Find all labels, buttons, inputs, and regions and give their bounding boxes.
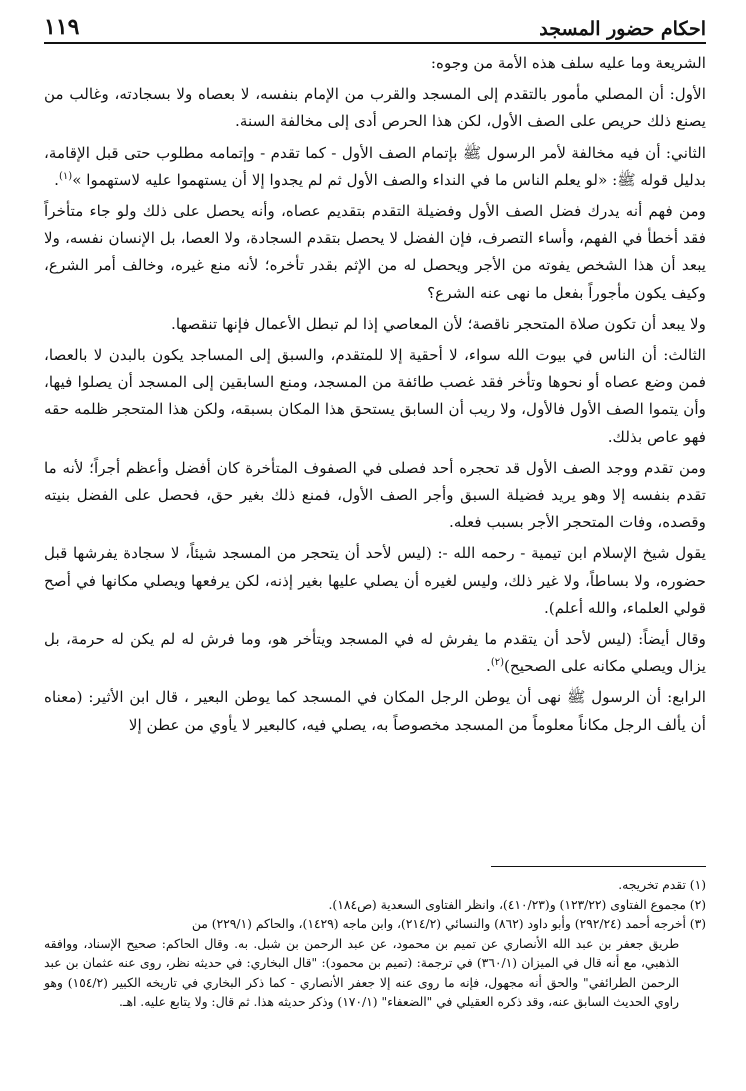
footnote-ref: (٢)	[490, 657, 504, 669]
page-number: ١١٩	[44, 14, 80, 40]
page-header	[44, 8, 706, 44]
paragraph: الشريعة وما عليه سلف هذه الأمة من وجوه:	[430, 54, 706, 72]
paragraph: يقول شيخ الإسلام ابن تيمية - رحمه الله -: (ليس لأحد أن يتحجر من المسجد شيئاً، لا سجادة يفرشها قبل حضوره، ولا بساطاً، ولا غير ذلك، وليس لغيره أن يصلي عليها بغير إذنه، لكن يرفعها ويصلي مكانها في أصح قولي العلماء، والله أعلم).	[44, 544, 706, 617]
paragraph: الأول: أن المصلي مأمور بالتقدم إلى المسجد والقرب من الإمام بنفسه، لا بعصاه ولا بسجادته، وغالب من يصنع ذلك حريص على الصف الأول، لكن هذا الحرص أدى إلى مخالفة السنة.	[44, 85, 706, 131]
footnote: (٣) أخرجه أحمد (٢٩٢/٢٤) وأبو داود (٨٦٢) والنسائي (٢١٤/٢)، وابن ماجه (١٤٢٩)، والحاكم (٢٢٩/١) من	[191, 917, 706, 931]
paragraph: وقال أيضاً: (ليس لأحد أن يتقدم ما يفرش له في المسجد ويتأخر هو، وما فرش له لم يكن له حرمة، بل يزال ويصلي مكانه على الصحيح)$^{(٢)}$.	[44, 630, 706, 676]
paragraph: الرابع: أن الرسول ﷺ نهى أن يوطن الرجل المكان في المسجد كما يوطن البعير ، قال ابن الأثير: (معناه أن يألف الرجل مكاناً معلوماً من المسجد مخصوصاً به، يصلي فيه، كالبعير لا يأوي من عطن إلا	[44, 688, 706, 734]
paragraph: ولا يبعد أن تكون صلاة المتحجر ناقصة؛ لأن المعاصي إذا لم تبطل الأعمال فإنها تنقصها.	[171, 314, 706, 333]
paragraph: الثاني: أن فيه مخالفة لأمر الرسول ﷺ بإتمام الصف الأول - كما تقدم - وإتمامه مطلوب حتى قبل الإقامة، بدليل قوله ﷺ: «لو يعلم الناس ما في النداء والصف الأول ثم لم يجدوا إلا أن يستهموا عليه لاستهموا »$^{(١)}$.	[44, 143, 706, 189]
main-text	[44, 50, 706, 739]
paragraph-text: وقال أيضاً: (ليس لأحد أن يتقدم ما يفرش له في المسجد ويتأخر هو، وما فرش له لم يكن له حرمة، بل يزال ويصلي مكانه على الصحيح)	[44, 630, 706, 676]
running-title: احكام حضور المسجد	[539, 18, 706, 40]
footnotes	[44, 876, 706, 1013]
book-page	[44, 8, 706, 1083]
footnote: (٢) مجموع الفتاوى (١٢٣/٢٢) و(٤١٠/٢٣)، وانظر الفتاوى السعدية (ص١٨٤).	[328, 897, 706, 912]
footnote-ref: (١)	[59, 170, 73, 182]
footnote: (١) تقدم تخريجه.	[618, 878, 706, 892]
footnote-continuation: طريق جعفر بن عبد الله الأنصاري عن تميم بن محمود، عن عبد الرحمن بن شبل. به. وقال الحاكم: صحيح الإسناد، ووافقه الذهبي، مع أنه قال في الميزان (٣٦٠/١) في ترجمة: (تميم بن محمود): "قال البخاري: في حديثه نظر، روى عنه عثمان بن عبد الرحمن الطرائفي" والحق أنه مجهول، فإنه ما روى عنه إلا جعفر الأنصاري - كما ذكر البخاري في تاريخه الكبير (١٥٤/٢) وهو راوي الحديث السابق عنه، وقد ذكره العقيلي في "الضعفاء" (١٧٠/١) وذكر حديثه هذا. ثم قال: ولا يتابع عليه. اهـ.	[44, 936, 679, 1009]
paragraph-text: الثاني: أن فيه مخالفة لأمر الرسول ﷺ بإتمام الصف الأول - كما تقدم - وإتمامه مطلوب حتى قبل الإقامة، بدليل قوله ﷺ: «لو يعلم الناس ما في النداء والصف الأول ثم لم يجدوا إلا أن يستهموا عليه لاستهموا »	[44, 143, 706, 189]
paragraph: ومن تقدم ووجد الصف الأول قد تحجره أحد فصلى في الصفوف المتأخرة كان أفضل وأعظم أجراً؛ لأنه ما تقدم بنفسه إلا وهو يريد فضيلة السبق وأجر الصف الأول، فمنع ذلك بغير حق، فحصل على الفضل بنيته وقصده، وفات المتحجر الأجر بسبب فعله.	[44, 458, 706, 532]
paragraph: الثالث: أن الناس في بيوت الله سواء، لا أحقية إلا للمتقدم، والسبق إلى المساجد يكون بالبدن لا بالعصا، فمن وضع عصاه أو نحوها وتأخر فقد غصب طائفة من المسجد، ومنع السابقين إلى المسجد أن يصلوا فيها، وأن يتموا الصف الأول فالأول، ولا ريب أن السابق يستحق هذا المكان بسبقه، ولكن هذا المتحجر ظلمه حقه فهو عاص بذلك.	[44, 346, 706, 446]
paragraph: ومن فهم أنه يدرك فضل الصف الأول وفضيلة التقدم بتقديم عصاه، وأنه يحصل على ذلك ولو جاء متأخراً فقد أخطأ في الفهم، وأساء التصرف، فإن الفضل لا يحصل بتقدم السجادة، ولا العصا، بل الإنسان نفسه، ولا يبعد أن هذا الشخص يفوته من الأجر ويحصل له من الإثم بقدر تأخره؛ لأنه منع غيره، وخالف أمر الشرع، وكيف يكون مأجوراً بفعل ما نهى عنه الشرع؟	[44, 202, 706, 302]
footnote-separator	[491, 866, 706, 867]
